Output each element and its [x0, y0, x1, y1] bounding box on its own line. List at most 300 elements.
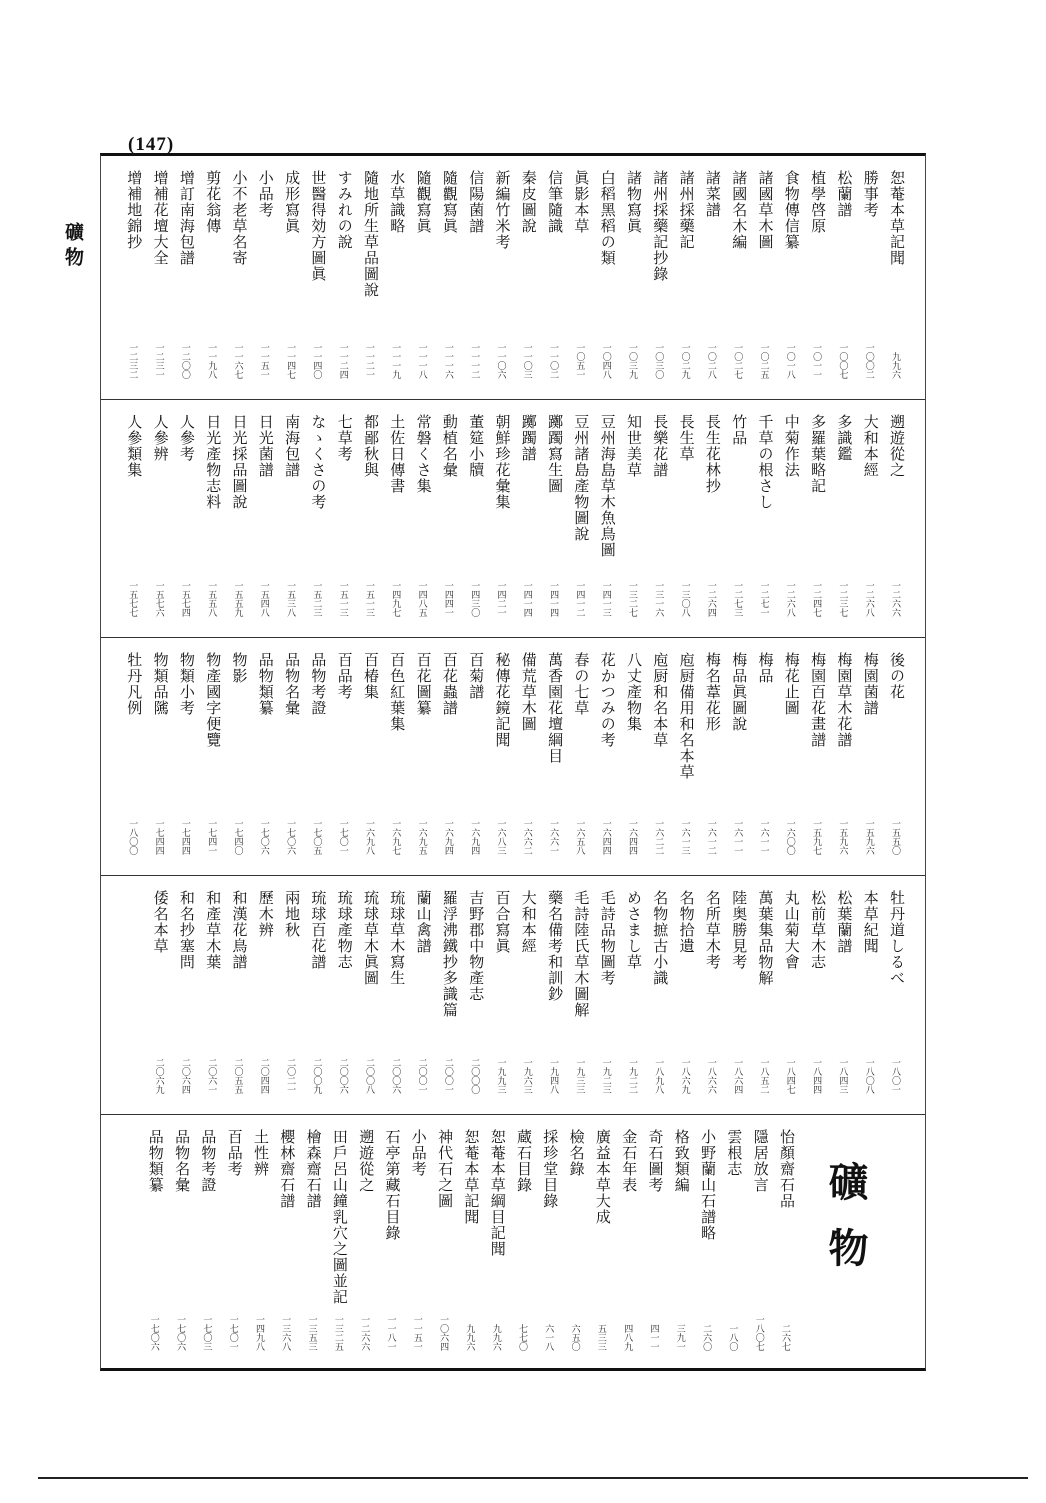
index-entry — [334, 652, 356, 875]
index-entry — [250, 1129, 272, 1371]
entry-page-number: 一六二二 — [653, 819, 664, 855]
entry-page-number: 一八四七 — [784, 1058, 795, 1094]
entry-title: 千草の根さし — [756, 414, 775, 510]
index-entry — [413, 414, 435, 637]
entry-page-number: 一五五九 — [232, 581, 243, 617]
index-entry — [334, 890, 356, 1114]
entry-page-number: 一九三三 — [574, 1058, 585, 1094]
index-entry — [781, 652, 803, 875]
entry-page-number: 一八九八 — [653, 1058, 664, 1094]
entry-page-number: 一四一二 — [574, 581, 585, 617]
entry-page-number: 一二三一 — [153, 343, 164, 379]
entry-title: 陸奥勝見考 — [730, 890, 749, 970]
entry-page-number: 一三二七 — [627, 581, 637, 617]
entry-title: 秘傳花鏡記聞 — [493, 652, 512, 748]
entry-title: 備荒草木圖 — [519, 652, 538, 732]
page-number: (147) — [128, 134, 175, 155]
entry-title: 物影 — [230, 652, 249, 684]
entry-title: 奇石圖考 — [646, 1129, 665, 1193]
index-entry — [649, 170, 671, 399]
index-entry — [360, 890, 382, 1114]
entry-page-number: 一六一一 — [732, 819, 743, 855]
entry-title: 品物類纂 — [256, 652, 275, 716]
index-entry — [755, 652, 777, 875]
index-entry — [702, 414, 724, 637]
entry-page-number: 三九一 — [674, 1324, 685, 1351]
entry-title: 百花蟲譜 — [440, 652, 459, 716]
index-entry — [728, 170, 750, 399]
entry-title: 世醫得効方圖眞 — [309, 170, 328, 282]
index-entry — [492, 414, 514, 637]
entry-title: 躑躅寫生圖 — [546, 414, 565, 494]
entry-page-number: 一九六三 — [521, 1058, 532, 1094]
entry-title: 庖厨和名本草 — [651, 652, 670, 748]
entry-page-number: 一〇二五 — [758, 343, 769, 379]
entry-title: 食物傳信纂 — [782, 170, 801, 250]
entry-title: 恕菴本草記聞 — [462, 1129, 481, 1225]
entry-page-number: 一七四〇 — [232, 819, 243, 855]
entry-title: 增補地錦抄 — [125, 170, 144, 250]
index-entry — [382, 1129, 404, 1371]
entry-page-number: 一一二一 — [364, 343, 374, 379]
index-entry — [570, 414, 592, 637]
entry-title: 植學啓原 — [809, 170, 828, 234]
entry-title: 百色紅葉集 — [388, 652, 407, 732]
entry-page-number: 一三二五 — [332, 1315, 343, 1351]
entry-page-number: 一〇四八 — [600, 343, 611, 379]
entry-page-number: 一八五二 — [758, 1058, 769, 1094]
index-entry — [807, 652, 829, 875]
entry-page-number: 一七四一 — [206, 819, 217, 855]
entry-title: 中菊作法 — [782, 414, 801, 478]
entry-page-number: 一七〇一 — [337, 819, 348, 855]
entry-page-number: 一六九八 — [364, 819, 374, 855]
entry-page-number: 一六九四 — [469, 819, 480, 855]
entry-page-number: 一一五一 — [411, 1315, 422, 1351]
entry-page-number: 二〇〇九 — [311, 1058, 322, 1094]
index-entry — [671, 1129, 693, 1371]
index-entry — [597, 414, 619, 637]
index-entry — [439, 170, 461, 399]
index-entry — [197, 1129, 219, 1371]
entry-page-number: 一五二三 — [311, 581, 322, 617]
entry-title: 廣益本草大成 — [593, 1129, 612, 1225]
index-entry — [750, 1129, 772, 1371]
index-entry — [176, 652, 198, 875]
entry-page-number: 一二六四 — [705, 581, 716, 617]
entry-title: 羅浮沸鐵抄多識篇 — [440, 890, 459, 1018]
entry-title: 小不老草名寄 — [230, 170, 249, 266]
index-entry — [570, 652, 592, 875]
entry-page-number: 二六七 — [780, 1324, 790, 1351]
entry-title: 信陽菌譜 — [467, 170, 486, 234]
index-entry — [386, 414, 408, 637]
index-entry — [307, 170, 329, 399]
index-entry — [492, 890, 514, 1114]
entry-title: 百合寫眞 — [493, 890, 512, 954]
entry-page-number: 一二〇〇 — [179, 343, 190, 379]
entry-page-number: 一四一四 — [548, 581, 559, 617]
entry-title: 豆州海島草木魚鳥圖 — [598, 414, 617, 558]
index-entry — [434, 1129, 456, 1371]
index-entry — [860, 890, 882, 1114]
index-entry — [150, 170, 172, 399]
index-entry — [676, 414, 698, 637]
entry-page-number: 一六一三 — [679, 819, 690, 855]
index-entry — [171, 1129, 193, 1371]
entry-title: 百菊譜 — [467, 652, 486, 700]
entry-title: 丸山菊大會 — [782, 890, 801, 970]
entry-page-number: 一七〇六 — [285, 819, 296, 855]
index-entry — [439, 414, 461, 637]
entry-page-number: 一〇三九 — [627, 343, 637, 379]
index-entry — [202, 170, 224, 399]
entry-title: 眞影本草 — [572, 170, 591, 234]
entry-page-number: 一〇一八 — [784, 343, 795, 379]
index-entry — [255, 652, 277, 875]
index-entry — [465, 170, 487, 399]
index-entry — [728, 414, 750, 637]
entry-page-number: 一二七三 — [732, 581, 743, 617]
index-entry — [570, 890, 592, 1114]
entry-title: 豆州諸島產物圖說 — [572, 414, 591, 542]
index-entry — [255, 414, 277, 637]
entry-page-number: 一六四四 — [600, 819, 611, 855]
index-entry — [229, 652, 251, 875]
index-entry — [597, 652, 619, 875]
entry-title: 多識鑑 — [835, 414, 854, 462]
entry-page-number: 一四八五 — [416, 581, 427, 617]
entry-page-number: 二〇六九 — [153, 1058, 164, 1094]
index-entry — [307, 652, 329, 875]
index-entry — [255, 890, 277, 1114]
entry-page-number: 一一一六 — [442, 343, 453, 379]
entry-title: 梅名葦花形 — [703, 652, 722, 732]
entry-title: 大和本經 — [861, 414, 880, 478]
entry-title: めさまし草 — [625, 890, 643, 970]
index-entry — [123, 414, 145, 637]
entry-title: 櫻林齋石譜 — [278, 1129, 297, 1209]
entry-title: 田戶呂山鐘乳穴之圖並記 — [330, 1129, 349, 1305]
entry-title: 隨觀寫眞 — [414, 170, 433, 234]
entry-title: 品物類纂 — [146, 1129, 165, 1193]
entry-title: 金石年表 — [620, 1129, 639, 1193]
entry-page-number: 一九四八 — [548, 1058, 559, 1094]
entry-title: 琉球百花譜 — [309, 890, 328, 970]
entry-title: 百品考 — [225, 1129, 244, 1177]
entry-page-number: 一九二三 — [600, 1058, 611, 1094]
index-entry — [229, 414, 251, 637]
entry-page-number: 一五三八 — [285, 581, 296, 617]
entry-title: 梅園草木花譜 — [835, 652, 854, 748]
entry-page-number: 一二四七 — [811, 581, 822, 617]
entry-page-number: 一三六八 — [280, 1315, 291, 1351]
entry-page-number: 一〇五一 — [574, 343, 585, 379]
entry-page-number: 一四三〇 — [469, 581, 480, 617]
index-entry — [202, 890, 224, 1114]
index-entry — [276, 1129, 298, 1371]
entry-page-number: 一八〇一 — [890, 1058, 900, 1094]
index-entry — [723, 1129, 745, 1371]
entry-title: 新編竹米考 — [493, 170, 512, 250]
index-entry — [145, 1129, 167, 1371]
index-entry — [886, 414, 908, 637]
index-entry — [570, 170, 592, 399]
index-entry — [386, 890, 408, 1114]
entry-title: 都鄙秋與 — [362, 414, 380, 478]
entry-title: なゝくさの考 — [309, 414, 328, 510]
entry-title: 諸物寫眞 — [625, 170, 643, 234]
index-entry — [886, 170, 908, 399]
entry-title: 八丈產物集 — [625, 652, 643, 732]
entry-page-number: 一三〇八 — [679, 581, 690, 617]
index-entry — [281, 170, 303, 399]
entry-title: 遡遊從之 — [888, 414, 906, 478]
entry-page-number: 五三三 — [595, 1324, 606, 1351]
entry-title: 南海包譜 — [283, 414, 302, 478]
index-entry — [544, 890, 566, 1114]
entry-page-number: 一一八一 — [385, 1315, 396, 1351]
entry-title: 人參類集 — [125, 414, 144, 478]
entry-page-number: 一七〇六 — [148, 1315, 159, 1351]
entry-page-number: 一九二二 — [627, 1058, 637, 1094]
entry-page-number: 一一五一 — [258, 343, 269, 379]
index-entry — [229, 890, 251, 1114]
entry-page-number: 一五九六 — [837, 819, 848, 855]
entry-title: 動植名彙 — [440, 414, 459, 478]
index-entry — [776, 1129, 798, 1371]
index-entry — [465, 414, 487, 637]
entry-page-number: 一〇〇二 — [863, 343, 874, 379]
entry-page-number: 一六九五 — [416, 819, 427, 855]
index-entry — [492, 652, 514, 875]
entry-page-number: 一八六四 — [732, 1058, 743, 1094]
entry-page-number: 七七〇 — [517, 1324, 527, 1351]
entry-title: 神代石之圖 — [436, 1129, 455, 1209]
index-entry — [649, 652, 671, 875]
entry-title: 日光產物志料 — [204, 414, 223, 510]
entry-page-number: 六一八 — [543, 1324, 554, 1351]
entry-title: 躑躅譜 — [519, 414, 538, 462]
index-band — [101, 876, 925, 1114]
entry-page-number: 一五一三 — [364, 581, 374, 617]
entry-title: 勝事考 — [861, 170, 880, 218]
index-entry — [807, 414, 829, 637]
entry-page-number: 一六四四 — [627, 819, 637, 855]
entry-title: 小品考 — [256, 170, 275, 218]
entry-title: 小野蘭山石譜略 — [699, 1129, 718, 1241]
entry-title: 庖厨備用和名本草 — [677, 652, 696, 780]
entry-title: 恕菴本草綱目記聞 — [488, 1129, 507, 1257]
entry-page-number: 一一一八 — [416, 343, 427, 379]
entry-page-number: 九九六 — [890, 352, 900, 379]
index-entry — [886, 652, 908, 875]
entry-page-number: 一五七七 — [127, 581, 138, 617]
index-entry — [697, 1129, 719, 1371]
index-entry — [465, 890, 487, 1114]
entry-page-number: 九九六 — [464, 1324, 475, 1351]
entry-title: 蘭山禽譜 — [414, 890, 433, 954]
entry-page-number: 一八〇 — [727, 1324, 738, 1351]
entry-title: 日光菌譜 — [256, 414, 275, 478]
entry-title: 增訂南海包譜 — [177, 170, 196, 266]
index-entry — [676, 652, 698, 875]
entry-page-number: 一四九七 — [390, 581, 401, 617]
entry-page-number: 一五一三 — [337, 581, 348, 617]
index-entry — [202, 652, 224, 875]
entry-page-number: 一一二四 — [337, 343, 348, 379]
entry-page-number: 一六六二 — [521, 819, 532, 855]
entry-title: 秦皮圖說 — [519, 170, 538, 234]
index-band — [101, 638, 925, 875]
index-entry — [150, 414, 172, 637]
entry-page-number: 一四二一 — [495, 581, 506, 617]
index-entry — [676, 890, 698, 1114]
index-entry — [833, 652, 855, 875]
index-entry — [566, 1129, 588, 1371]
entry-title: 梅花止圖 — [782, 652, 801, 716]
index-entry — [833, 170, 855, 399]
entry-page-number: 一三五三 — [306, 1315, 317, 1351]
entry-page-number: 一〇三〇 — [653, 343, 664, 379]
index-entry — [645, 1129, 667, 1371]
entry-page-number: 一一四〇 — [311, 343, 322, 379]
entry-page-number: 一三一六 — [653, 581, 664, 617]
entry-page-number: 一一〇六 — [495, 343, 506, 379]
entry-title: 毛詩品物圖考 — [598, 890, 617, 986]
side-title: 礦物 — [62, 222, 84, 272]
entry-page-number: 一八四三 — [837, 1058, 848, 1094]
entry-page-number: 一〇六四 — [438, 1315, 449, 1351]
entry-title: 品物名彙 — [283, 652, 302, 716]
entry-page-number: 一九九三 — [495, 1058, 506, 1094]
entry-page-number: 四一一 — [648, 1324, 659, 1351]
index-entry — [807, 890, 829, 1114]
entry-title: 名物摭古小識 — [651, 890, 670, 986]
entry-page-number: 二〇四四 — [258, 1058, 269, 1094]
entry-title: 兩地秋 — [283, 890, 302, 938]
entry-title: 大和本經 — [519, 890, 538, 954]
entry-title: 恕菴本草記聞 — [888, 170, 906, 266]
entry-title: 百花圖纂 — [414, 652, 433, 716]
index-entry — [329, 1129, 351, 1371]
entry-title: 信筆隨識 — [546, 170, 565, 234]
entry-title: 歷木辨 — [256, 890, 275, 938]
entry-page-number: 一一九八 — [206, 343, 217, 379]
entry-page-number: 一〇〇七 — [837, 343, 848, 379]
index-entry — [755, 170, 777, 399]
entry-title: 土性辨 — [252, 1129, 270, 1177]
index-entry — [465, 652, 487, 875]
index-entry — [623, 414, 645, 637]
entry-page-number: 一五五八 — [206, 581, 217, 617]
index-entry — [597, 170, 619, 399]
index-entry — [150, 890, 172, 1114]
index-entry — [539, 1129, 561, 1371]
index-entry — [413, 170, 435, 399]
index-entry — [355, 1129, 377, 1371]
entry-page-number: 一八六六 — [705, 1058, 716, 1094]
index-entry — [781, 170, 803, 399]
entry-title: 增補花壇大全 — [151, 170, 170, 266]
entry-title: 小品考 — [409, 1129, 428, 1177]
entry-title: 梅園菌譜 — [861, 652, 880, 716]
entry-title: 本草紀聞 — [861, 890, 880, 954]
entry-title: 梅園百花畫譜 — [809, 652, 828, 748]
entry-title: 長樂花譜 — [651, 414, 670, 478]
index-entry — [649, 414, 671, 637]
entry-page-number: 一五九六 — [863, 819, 874, 855]
index-entry — [623, 890, 645, 1114]
entry-title: 土佐日傳書 — [388, 414, 407, 494]
entry-page-number: 一二三七 — [837, 581, 848, 617]
index-band — [101, 1115, 925, 1371]
entry-title: 品物考證 — [199, 1129, 218, 1193]
index-entry — [544, 414, 566, 637]
entry-title: 諸國草木圖 — [756, 170, 775, 250]
index-entry — [702, 170, 724, 399]
entry-title: 人參考 — [177, 414, 196, 462]
index-entry — [755, 414, 777, 637]
entry-page-number: 一一六七 — [232, 343, 243, 379]
index-entry — [833, 414, 855, 637]
index-entry — [518, 414, 540, 637]
index-entry — [439, 890, 461, 1114]
index-entry — [886, 890, 908, 1114]
entry-page-number: 二〇〇八 — [364, 1058, 374, 1094]
entry-title: 隨地所生草品圖說 — [362, 170, 380, 298]
entry-title: 朝鮮珍花彙集 — [493, 414, 512, 510]
index-entry — [334, 414, 356, 637]
entry-title: 物類品隲 — [151, 652, 170, 716]
index-entry — [592, 1129, 614, 1371]
entry-title: 百椿集 — [362, 652, 380, 700]
index-entry — [439, 652, 461, 875]
entry-page-number: 一八四四 — [811, 1058, 822, 1094]
index-entry — [781, 890, 803, 1114]
index-entry — [807, 170, 829, 399]
entry-page-number: 二〇〇〇 — [469, 1058, 480, 1094]
entry-title: 萬葉集品物解 — [756, 890, 775, 986]
index-entry — [334, 170, 356, 399]
entry-title: 名所草木考 — [703, 890, 722, 970]
entry-title: すみれの說 — [335, 170, 354, 250]
entry-page-number: 一七〇三 — [201, 1315, 212, 1351]
entry-title: 梅品 — [756, 652, 775, 684]
entry-title: 和產草木葉 — [204, 890, 223, 970]
entry-page-number: 一七〇五 — [311, 819, 322, 855]
entry-title: 琉球草木寫生 — [388, 890, 407, 986]
entry-title: 物產國字便覽 — [204, 652, 223, 748]
entry-page-number: 一一一九 — [390, 343, 401, 379]
entry-title: 石亭第藏石目錄 — [383, 1129, 402, 1241]
entry-page-number: 一五九七 — [811, 819, 822, 855]
index-entry — [255, 170, 277, 399]
entry-title: 品物名彙 — [173, 1129, 192, 1193]
entry-title: 諸州採藥記 — [677, 170, 696, 250]
index-entry — [307, 414, 329, 637]
entry-title: 松蘭譜 — [835, 170, 854, 218]
entry-title: 梅品眞圖說 — [730, 652, 749, 732]
entry-title: 品物考證 — [309, 652, 328, 716]
entry-page-number: 一五四八 — [258, 581, 269, 617]
index-entry — [728, 890, 750, 1114]
entry-title: 檢名錄 — [567, 1129, 586, 1177]
entry-title: 剪花翁傳 — [204, 170, 223, 234]
index-entry — [618, 1129, 640, 1371]
entry-title: 倭名本草 — [151, 890, 170, 954]
entry-title: 藥名備考和訓鈔 — [546, 890, 565, 1002]
